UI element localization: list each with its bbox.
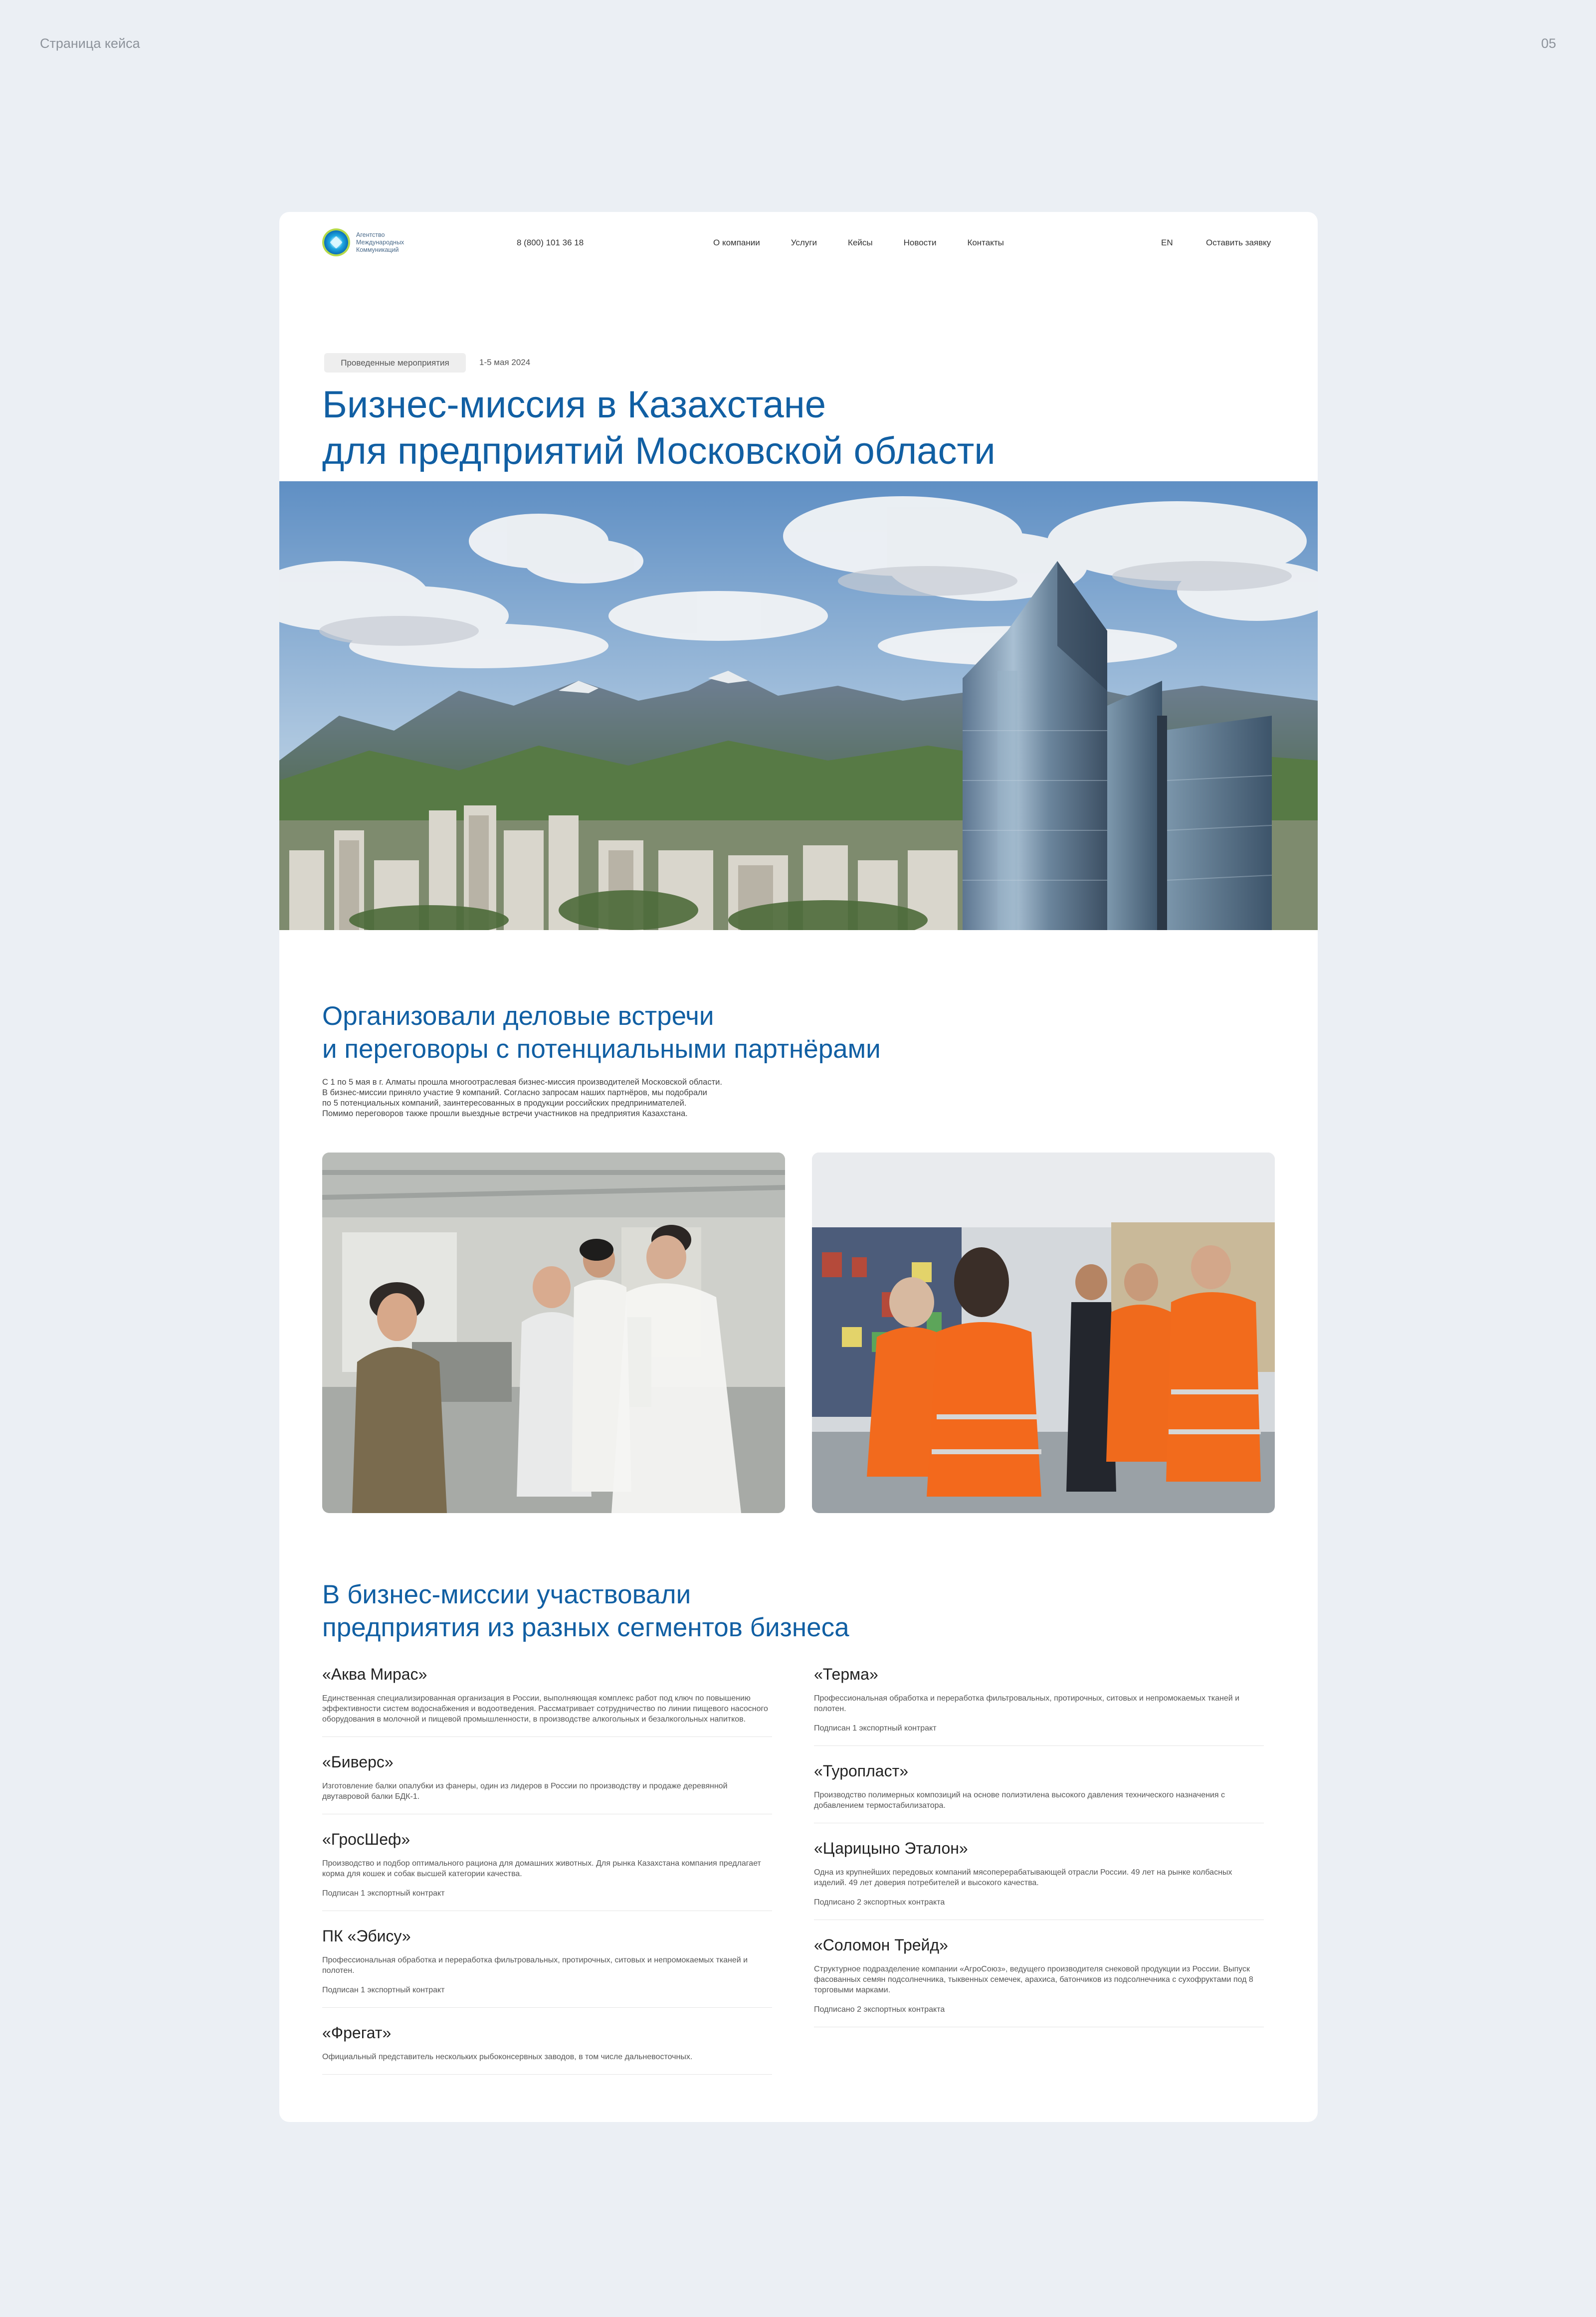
company-name: «Биверс» (322, 1753, 394, 1771)
nav-item-news[interactable]: Новости (903, 238, 937, 247)
logo-text (356, 231, 421, 254)
meetings-text-line: Помимо переговоров также прошли выездные встречи участников на предприятия Казахстана. (322, 1109, 688, 1118)
company-description: Официальный представитель нескольких рыбоконсервных заводов, в том числе дальневосточных. (322, 2053, 693, 2061)
nav-item-about[interactable]: О компании (713, 238, 760, 247)
participants-left-column (322, 1664, 772, 2090)
participants-title-line-1: В бизнес-миссии участвовали (322, 1580, 691, 1609)
company-item (814, 1664, 1264, 1746)
company-description: Одна из крупнейших передовых компаний мясоперерабатывающей отрасли России. 49 лет на рынке колбасных изделий. 49 лет доверия потребителей и высокого качества. (814, 1868, 1232, 1887)
nav-item-services[interactable]: Услуги (791, 238, 817, 247)
hero-cityscape-image (279, 481, 1318, 930)
company-item (814, 1838, 1264, 1920)
meetings-text-line: В бизнес-миссии приняло участие 9 компаний. Согласно запросам наших партнёров, мы подобрали (322, 1088, 707, 1097)
nav-item-contacts[interactable]: Контакты (967, 238, 1004, 247)
meetings-text-line: С 1 по 5 мая в г. Алматы прошла многоотраслевая бизнес-миссия производителей Московской области. (322, 1078, 722, 1087)
company-name: «Фрегат» (322, 2024, 392, 2042)
site-header (279, 212, 1318, 272)
company-contract-status: Подписан 1 экспортный контракт (322, 1889, 445, 1898)
logo-line-1: Агентство (356, 231, 385, 238)
page-title-line-2: для предприятий Московской области (322, 430, 996, 472)
logo-line-2: Международных (356, 238, 404, 246)
meetings-section-title (322, 1000, 1270, 1066)
meetings-title-line-2: и переговоры с потенциальными партнёрами (322, 1034, 881, 1064)
company-item (322, 1829, 772, 1911)
participants-section-title (322, 1578, 1270, 1644)
company-description: Единственная специализированная организация в России, выполняющая комплекс работ под ключ по повышению эффективности систем водоснабжения и водоотведения. Рассматривает сотрудничество по линии пищевого насосного оборудования в молочной и пищевой промышленности, в производстве алкогольных и безалкогольных напитков. (322, 1694, 768, 1724)
category-tag[interactable]: Проведенные мероприятия (324, 353, 466, 373)
company-description: Производство полимерных композиций на основе полиэтилена высокого давления технического назначения с добавлением термостабилизатора. (814, 1791, 1225, 1810)
company-description: Структурное подразделение компании «АгроСоюз», ведущего производителя снековой продукции из России. Выпуск фасованных семян подсолнечника, тыквенных семечек, арахиса, батончиков из подсолнечника с сухофруктами под 8 торговыми марками. (814, 1965, 1253, 1994)
company-name: ПК «Эбису» (322, 1927, 411, 1945)
company-item (814, 1935, 1264, 2027)
main-nav (713, 238, 1004, 248)
event-date: 1-5 мая 2024 (479, 358, 531, 367)
company-description: Изготовление балки опалубки из фанеры, один из лидеров в России по производству и продаже деревянной двутавровой балки БДК-1. (322, 1782, 728, 1801)
company-name: «Аква Мирас» (322, 1665, 427, 1683)
globe-logo-icon (322, 228, 350, 256)
logo-line-3: Коммуникаций (356, 246, 399, 253)
logo[interactable] (322, 228, 421, 256)
meetings-title-line-1: Организовали деловые встречи (322, 1001, 714, 1031)
photo-warehouse-visit (812, 1153, 1275, 1513)
company-item (322, 1664, 772, 1737)
company-description: Профессиональная обработка и переработка фильтровальных, протирочных, ситовых и непромокаемых тканей и полотен. (814, 1694, 1240, 1713)
company-name: «Соломон Трейд» (814, 1936, 948, 1954)
photo-factory-visit (322, 1153, 785, 1513)
participants-title-line-2: предприятия из разных сегментов бизнеса (322, 1613, 849, 1642)
company-item (322, 1752, 772, 1814)
company-name: «ГросШеф» (322, 1830, 410, 1848)
case-mockup-card (279, 212, 1318, 2122)
participants-right-column (814, 1664, 1264, 2042)
company-item (322, 1926, 772, 2008)
company-item (814, 1761, 1264, 1823)
meetings-text-line: по 5 потенциальных компаний, заинтересованных в продукции российских предпринимателей. (322, 1099, 687, 1108)
case-page-label: Страница кейса (40, 36, 140, 51)
request-button[interactable]: Оставить заявку (1206, 238, 1271, 247)
company-contract-status: Подписано 2 экспортных контракта (814, 2005, 945, 2014)
company-contract-status: Подписано 2 экспортных контракта (814, 1898, 945, 1907)
company-item (322, 2023, 772, 2075)
company-contract-status: Подписан 1 экспортный контракт (814, 1724, 937, 1733)
page-title-line-1: Бизнес-миссия в Казахстане (322, 384, 826, 426)
meetings-description (322, 1077, 821, 1119)
company-name: «Царицыно Эталон» (814, 1839, 968, 1857)
nav-item-cases[interactable]: Кейсы (848, 238, 873, 247)
company-name: «Туропласт» (814, 1762, 909, 1780)
company-contract-status: Подписан 1 экспортный контракт (322, 1986, 445, 1994)
company-description: Производство и подбор оптимального рациона для домашних животных. Для рынка Казахстана компания предлагает корма для кошек и собак высшей категории качества. (322, 1859, 761, 1878)
language-switch[interactable]: EN (1161, 238, 1173, 247)
company-description: Профессиональная обработка и переработка фильтровальных, протирочных, ситовых и непромокаемых тканей и полотен. (322, 1956, 748, 1975)
page-title (322, 382, 1270, 474)
phone-link[interactable]: 8 (800) 101 36 18 (517, 238, 584, 247)
page-number: 05 (1541, 36, 1556, 51)
company-name: «Терма» (814, 1665, 878, 1683)
